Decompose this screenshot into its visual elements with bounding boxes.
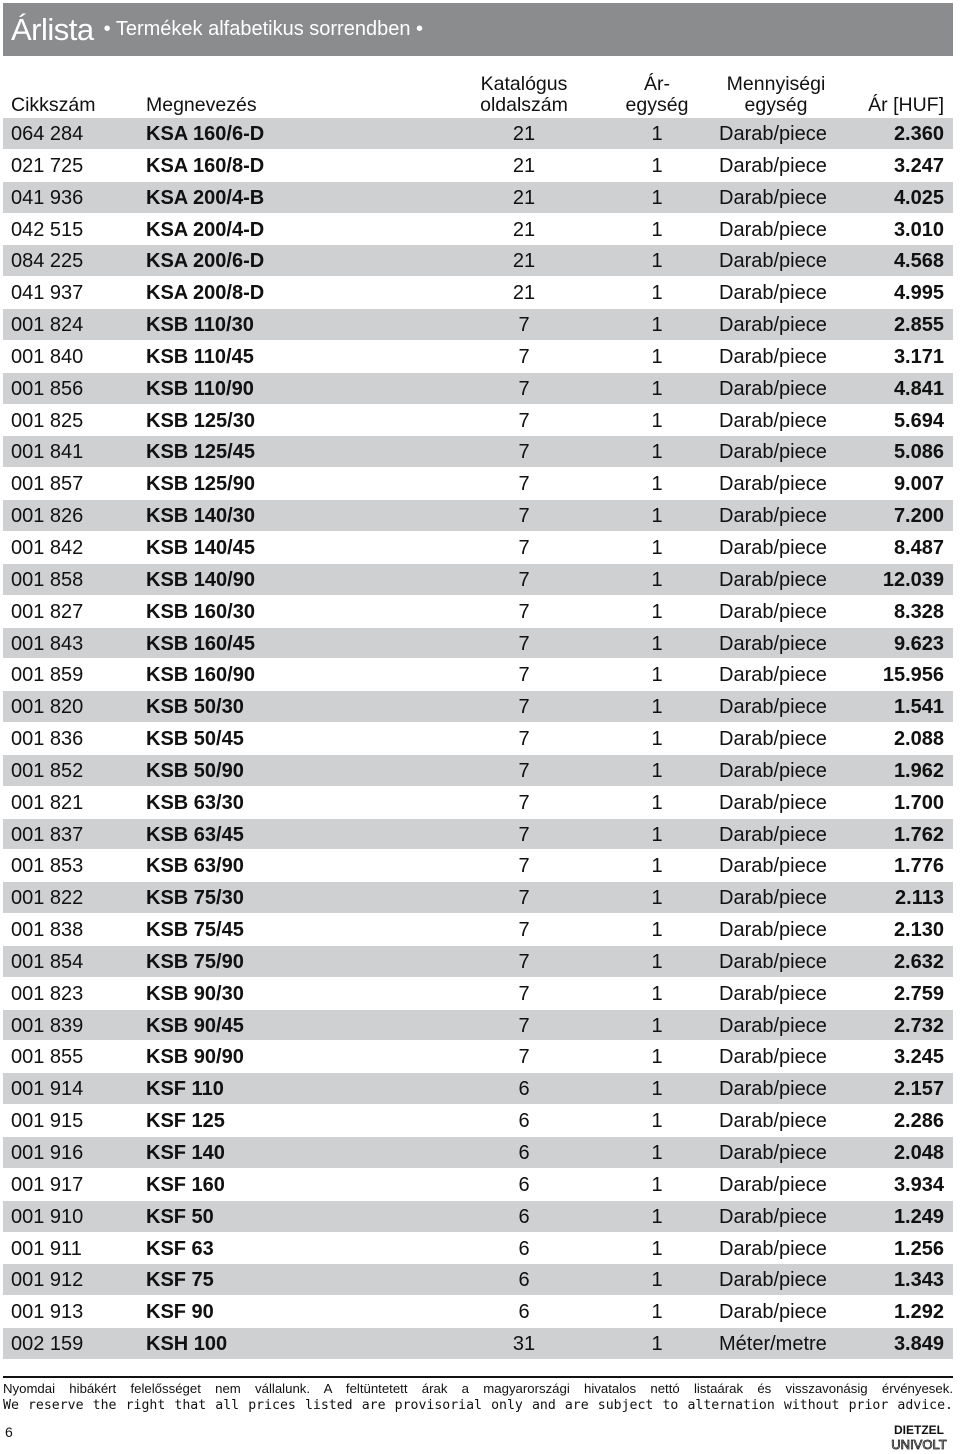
table-row xyxy=(3,1010,953,1042)
cell-name: KSB 160/30 xyxy=(146,600,255,623)
cell-price-unit: 1 xyxy=(651,345,663,368)
cell-catalog-page: 7 xyxy=(518,696,530,719)
table-row xyxy=(3,1264,953,1296)
cell-name: KSB 125/90 xyxy=(146,473,255,496)
cell-code: 021 725 xyxy=(11,154,84,177)
cell-price-unit: 1 xyxy=(651,982,663,1005)
cell-name: KSF 90 xyxy=(146,1301,214,1324)
footer-rule xyxy=(3,1376,953,1378)
cell-price: 2.759 xyxy=(893,982,944,1005)
cell-price-unit: 1 xyxy=(651,377,663,400)
cell-price-unit: 1 xyxy=(651,154,663,177)
cell-price: 12.039 xyxy=(882,568,944,591)
cell-quantity-unit: Darab/piece xyxy=(719,1046,827,1069)
cell-quantity-unit: Darab/piece xyxy=(719,473,827,496)
cell-code: 001 913 xyxy=(11,1301,84,1324)
cell-quantity-unit: Darab/piece xyxy=(719,250,827,273)
cell-price: 5.086 xyxy=(893,441,944,464)
cell-catalog-page: 21 xyxy=(512,282,536,305)
cell-code: 001 839 xyxy=(11,1014,84,1037)
cell-price-unit: 1 xyxy=(651,632,663,655)
cell-price: 4.568 xyxy=(893,250,944,273)
cell-catalog-page: 6 xyxy=(518,1142,530,1164)
cell-price-unit: 1 xyxy=(651,1333,663,1356)
cell-price-unit: 1 xyxy=(651,600,663,623)
cell-catalog-page: 31 xyxy=(512,1333,536,1356)
table-row xyxy=(3,309,953,341)
table-row xyxy=(3,1201,953,1233)
cell-price: 1.343 xyxy=(893,1269,944,1292)
table-row xyxy=(3,468,953,500)
cell-code: 001 843 xyxy=(11,632,84,655)
cell-name: KSF 140 xyxy=(146,1142,225,1164)
cell-price: 4.841 xyxy=(893,377,944,400)
table-row xyxy=(3,882,953,914)
cell-price: 5.694 xyxy=(893,409,944,432)
cell-catalog-page: 7 xyxy=(518,1046,530,1069)
cell-price: 3.010 xyxy=(893,218,944,241)
cell-name: KSB 50/45 xyxy=(146,728,244,751)
cell-name: KSB 75/45 xyxy=(146,919,244,942)
cell-name: KSF 75 xyxy=(146,1269,214,1292)
cell-name: KSB 75/30 xyxy=(146,887,244,910)
table-row xyxy=(3,1073,953,1105)
cell-name: KSF 125 xyxy=(146,1110,225,1133)
header-price: Ár [HUF] xyxy=(868,94,944,116)
cell-catalog-page: 7 xyxy=(518,345,530,368)
cell-price: 1.292 xyxy=(893,1301,944,1324)
cell-catalog-page: 7 xyxy=(518,1014,530,1037)
cell-name: KSB 140/45 xyxy=(146,536,255,559)
cell-code: 001 914 xyxy=(11,1078,84,1101)
cell-price: 3.934 xyxy=(893,1173,944,1196)
cell-catalog-page: 21 xyxy=(512,154,536,177)
cell-price: 9.007 xyxy=(893,473,944,496)
cell-price-unit: 1 xyxy=(651,1046,663,1069)
cell-price-unit: 1 xyxy=(651,1078,663,1101)
cell-code: 001 826 xyxy=(11,505,84,528)
table-row xyxy=(3,1137,953,1169)
table-row xyxy=(3,787,953,819)
cell-code: 001 852 xyxy=(11,759,84,782)
cell-quantity-unit: Darab/piece xyxy=(719,218,827,241)
cell-price-unit: 1 xyxy=(651,568,663,591)
cell-catalog-page: 7 xyxy=(518,919,530,942)
cell-price-unit: 1 xyxy=(651,441,663,464)
table-row xyxy=(3,245,953,277)
disclaimer-hu: Nyomdai hibákért felelősséget nem vállalunk. A feltüntetett árak a magyarországi hivatalos nettó listaárak és visszavonásig érvényesek. xyxy=(3,1381,953,1396)
cell-quantity-unit: Darab/piece xyxy=(719,919,827,942)
cell-price: 2.360 xyxy=(893,123,944,145)
cell-price-unit: 1 xyxy=(651,1173,663,1196)
cell-name: KSB 90/45 xyxy=(146,1014,244,1037)
cell-name: KSB 110/30 xyxy=(146,314,254,337)
cell-price: 2.088 xyxy=(893,728,944,751)
cell-catalog-page: 7 xyxy=(518,600,530,623)
cell-code: 001 917 xyxy=(11,1173,84,1196)
cell-catalog-page: 6 xyxy=(518,1173,530,1196)
table-row xyxy=(3,691,953,723)
cell-code: 002 159 xyxy=(11,1333,84,1356)
cell-code: 001 916 xyxy=(11,1142,84,1164)
cell-quantity-unit: Darab/piece xyxy=(719,282,827,305)
cell-quantity-unit: Darab/piece xyxy=(719,950,827,973)
cell-catalog-page: 7 xyxy=(518,632,530,655)
cell-catalog-page: 6 xyxy=(518,1237,530,1260)
cell-quantity-unit: Darab/piece xyxy=(719,1142,827,1164)
cell-code: 041 936 xyxy=(11,186,84,209)
cell-code: 001 837 xyxy=(11,823,84,846)
cell-price-unit: 1 xyxy=(651,536,663,559)
cell-price-unit: 1 xyxy=(651,1110,663,1133)
page-title: Árlista xyxy=(11,11,94,47)
cell-catalog-page: 7 xyxy=(518,536,530,559)
cell-name: KSB 110/90 xyxy=(146,377,254,400)
cell-price-unit: 1 xyxy=(651,1237,663,1260)
cell-price: 8.487 xyxy=(893,536,944,559)
cell-catalog-page: 7 xyxy=(518,823,530,846)
cell-catalog-page: 7 xyxy=(518,664,530,687)
cell-catalog-page: 7 xyxy=(518,759,530,782)
table-row xyxy=(3,341,953,373)
cell-price: 2.130 xyxy=(893,919,944,942)
cell-catalog-page: 6 xyxy=(518,1269,530,1292)
cell-quantity-unit: Darab/piece xyxy=(719,728,827,751)
table-row xyxy=(3,1328,953,1360)
cell-name: KSF 50 xyxy=(146,1205,214,1228)
cell-catalog-page: 6 xyxy=(518,1110,530,1133)
cell-price-unit: 1 xyxy=(651,823,663,846)
table-row xyxy=(3,1296,953,1328)
cell-name: KSB 50/90 xyxy=(146,759,244,782)
cell-price: 3.171 xyxy=(893,345,944,368)
cell-name: KSB 160/90 xyxy=(146,664,255,687)
cell-name: KSB 125/30 xyxy=(146,409,255,432)
cell-code: 001 840 xyxy=(11,345,84,368)
cell-catalog-page: 7 xyxy=(518,473,530,496)
table-header xyxy=(3,68,953,118)
cell-name: KSB 160/45 xyxy=(146,632,255,655)
cell-price-unit: 1 xyxy=(651,791,663,814)
cell-quantity-unit: Darab/piece xyxy=(719,409,827,432)
cell-name: KSB 63/90 xyxy=(146,855,244,878)
cell-quantity-unit: Darab/piece xyxy=(719,123,827,145)
cell-price-unit: 1 xyxy=(651,887,663,910)
cell-price: 4.025 xyxy=(893,186,944,209)
cell-price: 3.247 xyxy=(893,154,944,177)
cell-name: KSB 50/30 xyxy=(146,696,244,719)
cell-price-unit: 1 xyxy=(651,218,663,241)
price-table xyxy=(3,118,953,1360)
cell-code: 001 915 xyxy=(11,1110,84,1133)
title-bar xyxy=(3,3,953,56)
cell-catalog-page: 7 xyxy=(518,982,530,1005)
cell-code: 001 859 xyxy=(11,664,84,687)
cell-catalog-page: 7 xyxy=(518,505,530,528)
cell-catalog-page: 7 xyxy=(518,377,530,400)
cell-code: 001 912 xyxy=(11,1269,84,1292)
cell-code: 001 858 xyxy=(11,568,84,591)
table-row xyxy=(3,596,953,628)
cell-catalog-page: 7 xyxy=(518,855,530,878)
page-number: 6 xyxy=(5,1424,13,1440)
cell-quantity-unit: Darab/piece xyxy=(719,632,827,655)
cell-price-unit: 1 xyxy=(651,186,663,209)
cell-catalog-page: 7 xyxy=(518,887,530,910)
cell-quantity-unit: Darab/piece xyxy=(719,1110,827,1133)
table-row xyxy=(3,436,953,468)
table-row xyxy=(3,532,953,564)
cell-code: 001 838 xyxy=(11,919,84,942)
cell-code: 042 515 xyxy=(11,218,84,241)
cell-price: 2.157 xyxy=(893,1078,944,1101)
cell-code: 001 856 xyxy=(11,377,84,400)
cell-price: 9.623 xyxy=(893,632,944,655)
cell-name: KSA 200/4-D xyxy=(146,218,265,241)
table-row xyxy=(3,850,953,882)
cell-price-unit: 1 xyxy=(651,1269,663,1292)
cell-code: 001 853 xyxy=(11,855,84,878)
cell-name: KSH 100 xyxy=(146,1333,228,1356)
table-row xyxy=(3,277,953,309)
table-row xyxy=(3,182,953,214)
cell-quantity-unit: Darab/piece xyxy=(719,887,827,910)
cell-code: 001 821 xyxy=(11,791,84,814)
cell-catalog-page: 6 xyxy=(518,1301,530,1324)
cell-catalog-page: 6 xyxy=(518,1205,530,1228)
cell-price: 8.328 xyxy=(893,600,944,623)
cell-price-unit: 1 xyxy=(651,123,663,145)
cell-name: KSB 90/30 xyxy=(146,982,244,1005)
cell-catalog-page: 7 xyxy=(518,409,530,432)
cell-price: 2.632 xyxy=(893,950,944,973)
cell-name: KSB 90/90 xyxy=(146,1046,244,1069)
cell-code: 001 841 xyxy=(11,441,84,464)
cell-quantity-unit: Darab/piece xyxy=(719,314,827,337)
cell-code: 001 857 xyxy=(11,473,84,496)
cell-price-unit: 1 xyxy=(651,728,663,751)
cell-quantity-unit: Darab/piece xyxy=(719,154,827,177)
cell-price: 2.113 xyxy=(895,887,944,910)
cell-price-unit: 1 xyxy=(651,473,663,496)
cell-quantity-unit: Darab/piece xyxy=(719,186,827,209)
cell-name: KSB 63/45 xyxy=(146,823,244,846)
table-row xyxy=(3,914,953,946)
cell-name: KSB 140/30 xyxy=(146,505,255,528)
cell-name: KSA 200/8-D xyxy=(146,282,265,305)
cell-code: 001 822 xyxy=(11,887,84,910)
cell-code: 001 824 xyxy=(11,314,84,337)
dietzel-univolt-logo xyxy=(884,1422,954,1452)
cell-name: KSF 110 xyxy=(146,1078,224,1101)
table-row xyxy=(3,946,953,978)
cell-quantity-unit: Darab/piece xyxy=(719,505,827,528)
cell-price: 15.956 xyxy=(882,664,944,687)
cell-price-unit: 1 xyxy=(651,855,663,878)
header-name: Megnevezés xyxy=(146,94,257,116)
cell-quantity-unit: Darab/piece xyxy=(719,823,827,846)
cell-quantity-unit: Darab/piece xyxy=(719,1014,827,1037)
cell-code: 001 854 xyxy=(11,950,84,973)
cell-name: KSB 140/90 xyxy=(146,568,255,591)
cell-price-unit: 1 xyxy=(651,1301,663,1324)
table-row xyxy=(3,150,953,182)
cell-quantity-unit: Darab/piece xyxy=(719,568,827,591)
header-price-unit: Ár- egység xyxy=(625,73,689,116)
cell-catalog-page: 7 xyxy=(518,314,530,337)
cell-name: KSA 160/6-D xyxy=(146,123,265,145)
cell-quantity-unit: Darab/piece xyxy=(719,1269,827,1292)
cell-code: 001 836 xyxy=(11,728,84,751)
table-row xyxy=(3,659,953,691)
cell-price: 2.732 xyxy=(893,1014,944,1037)
cell-quantity-unit: Darab/piece xyxy=(719,1078,827,1101)
cell-name: KSB 63/30 xyxy=(146,791,244,814)
cell-name: KSF 63 xyxy=(146,1237,214,1260)
cell-price-unit: 1 xyxy=(651,282,663,305)
cell-catalog-page: 7 xyxy=(518,568,530,591)
cell-price: 2.855 xyxy=(893,314,944,337)
cell-price-unit: 1 xyxy=(651,1142,663,1164)
cell-catalog-page: 6 xyxy=(518,1078,530,1101)
table-row xyxy=(3,723,953,755)
table-row xyxy=(3,1169,953,1201)
cell-name: KSA 200/4-B xyxy=(146,186,265,209)
cell-quantity-unit: Darab/piece xyxy=(719,441,827,464)
cell-price-unit: 1 xyxy=(651,1014,663,1037)
header-catalog-page: Katalógus oldalszám xyxy=(480,73,568,116)
cell-catalog-page: 7 xyxy=(518,791,530,814)
cell-price: 1.256 xyxy=(893,1237,944,1260)
cell-price-unit: 1 xyxy=(651,919,663,942)
logo-line2: UNIVOLT xyxy=(891,1437,947,1452)
cell-quantity-unit: Darab/piece xyxy=(719,1173,827,1196)
cell-code: 001 911 xyxy=(11,1237,82,1260)
table-row xyxy=(3,819,953,851)
cell-catalog-page: 21 xyxy=(512,123,536,145)
cell-quantity-unit: Darab/piece xyxy=(719,696,827,719)
cell-price-unit: 1 xyxy=(651,409,663,432)
cell-price: 3.245 xyxy=(893,1046,944,1069)
cell-quantity-unit: Darab/piece xyxy=(719,600,827,623)
table-row xyxy=(3,405,953,437)
cell-price: 3.849 xyxy=(893,1333,944,1356)
cell-quantity-unit: Méter/metre xyxy=(719,1333,827,1356)
table-row xyxy=(3,978,953,1010)
cell-price-unit: 1 xyxy=(651,1205,663,1228)
table-row xyxy=(3,118,953,150)
cell-code: 001 820 xyxy=(11,696,84,719)
cell-code: 001 855 xyxy=(11,1046,84,1069)
cell-price: 7.200 xyxy=(893,505,944,528)
table-row xyxy=(3,755,953,787)
cell-price: 1.962 xyxy=(893,759,944,782)
cell-quantity-unit: Darab/piece xyxy=(719,791,827,814)
cell-name: KSF 160 xyxy=(146,1173,225,1196)
header-code: Cikkszám xyxy=(11,94,96,116)
cell-price-unit: 1 xyxy=(651,664,663,687)
cell-quantity-unit: Darab/piece xyxy=(719,855,827,878)
cell-quantity-unit: Darab/piece xyxy=(719,664,827,687)
cell-name: KSA 200/6-D xyxy=(146,250,265,273)
cell-code: 001 825 xyxy=(11,409,84,432)
cell-name: KSA 160/8-D xyxy=(146,154,265,177)
cell-quantity-unit: Darab/piece xyxy=(719,345,827,368)
header-quantity-unit: Mennyiségi egység xyxy=(726,73,826,116)
cell-code: 084 225 xyxy=(11,250,84,273)
cell-code: 041 937 xyxy=(11,282,84,305)
cell-price: 4.995 xyxy=(893,282,944,305)
cell-code: 001 910 xyxy=(11,1205,84,1228)
cell-price: 1.762 xyxy=(893,823,944,846)
table-row xyxy=(3,500,953,532)
cell-name: KSB 110/45 xyxy=(146,345,254,368)
cell-catalog-page: 7 xyxy=(518,728,530,751)
table-row xyxy=(3,564,953,596)
cell-price-unit: 1 xyxy=(651,759,663,782)
cell-quantity-unit: Darab/piece xyxy=(719,377,827,400)
cell-price-unit: 1 xyxy=(651,250,663,273)
cell-price: 1.541 xyxy=(893,696,944,719)
cell-code: 001 842 xyxy=(11,536,84,559)
cell-quantity-unit: Darab/piece xyxy=(719,1205,827,1228)
cell-price: 1.776 xyxy=(893,855,944,878)
cell-price: 1.700 xyxy=(893,791,944,814)
disclaimer-en: We reserve the right that all prices listed are provisorial only and are subject to alternation without prior advice. xyxy=(3,1398,953,1413)
cell-quantity-unit: Darab/piece xyxy=(719,982,827,1005)
cell-price-unit: 1 xyxy=(651,505,663,528)
cell-quantity-unit: Darab/piece xyxy=(719,1301,827,1324)
table-row xyxy=(3,373,953,405)
cell-catalog-page: 21 xyxy=(512,218,536,241)
cell-catalog-page: 21 xyxy=(512,250,536,273)
logo-line1: DIETZEL xyxy=(894,1423,944,1437)
cell-quantity-unit: Darab/piece xyxy=(719,1237,827,1260)
cell-price-unit: 1 xyxy=(651,950,663,973)
cell-quantity-unit: Darab/piece xyxy=(719,536,827,559)
cell-price: 2.048 xyxy=(893,1142,944,1164)
cell-catalog-page: 21 xyxy=(512,186,536,209)
cell-name: KSB 75/90 xyxy=(146,950,244,973)
cell-code: 001 823 xyxy=(11,982,84,1005)
cell-quantity-unit: Darab/piece xyxy=(719,759,827,782)
table-row xyxy=(3,1105,953,1137)
cell-price: 2.286 xyxy=(893,1110,944,1133)
cell-code: 001 827 xyxy=(11,600,84,623)
cell-catalog-page: 7 xyxy=(518,950,530,973)
cell-price-unit: 1 xyxy=(651,314,663,337)
cell-price: 1.249 xyxy=(893,1205,944,1228)
table-row xyxy=(3,214,953,246)
cell-price-unit: 1 xyxy=(651,696,663,719)
table-row xyxy=(3,1041,953,1073)
table-row xyxy=(3,628,953,660)
cell-code: 064 284 xyxy=(11,123,84,145)
cell-catalog-page: 7 xyxy=(518,441,530,464)
table-row xyxy=(3,1233,953,1265)
cell-name: KSB 125/45 xyxy=(146,441,255,464)
page-subtitle: • Termékek alfabetikus sorrendben • xyxy=(103,18,423,40)
